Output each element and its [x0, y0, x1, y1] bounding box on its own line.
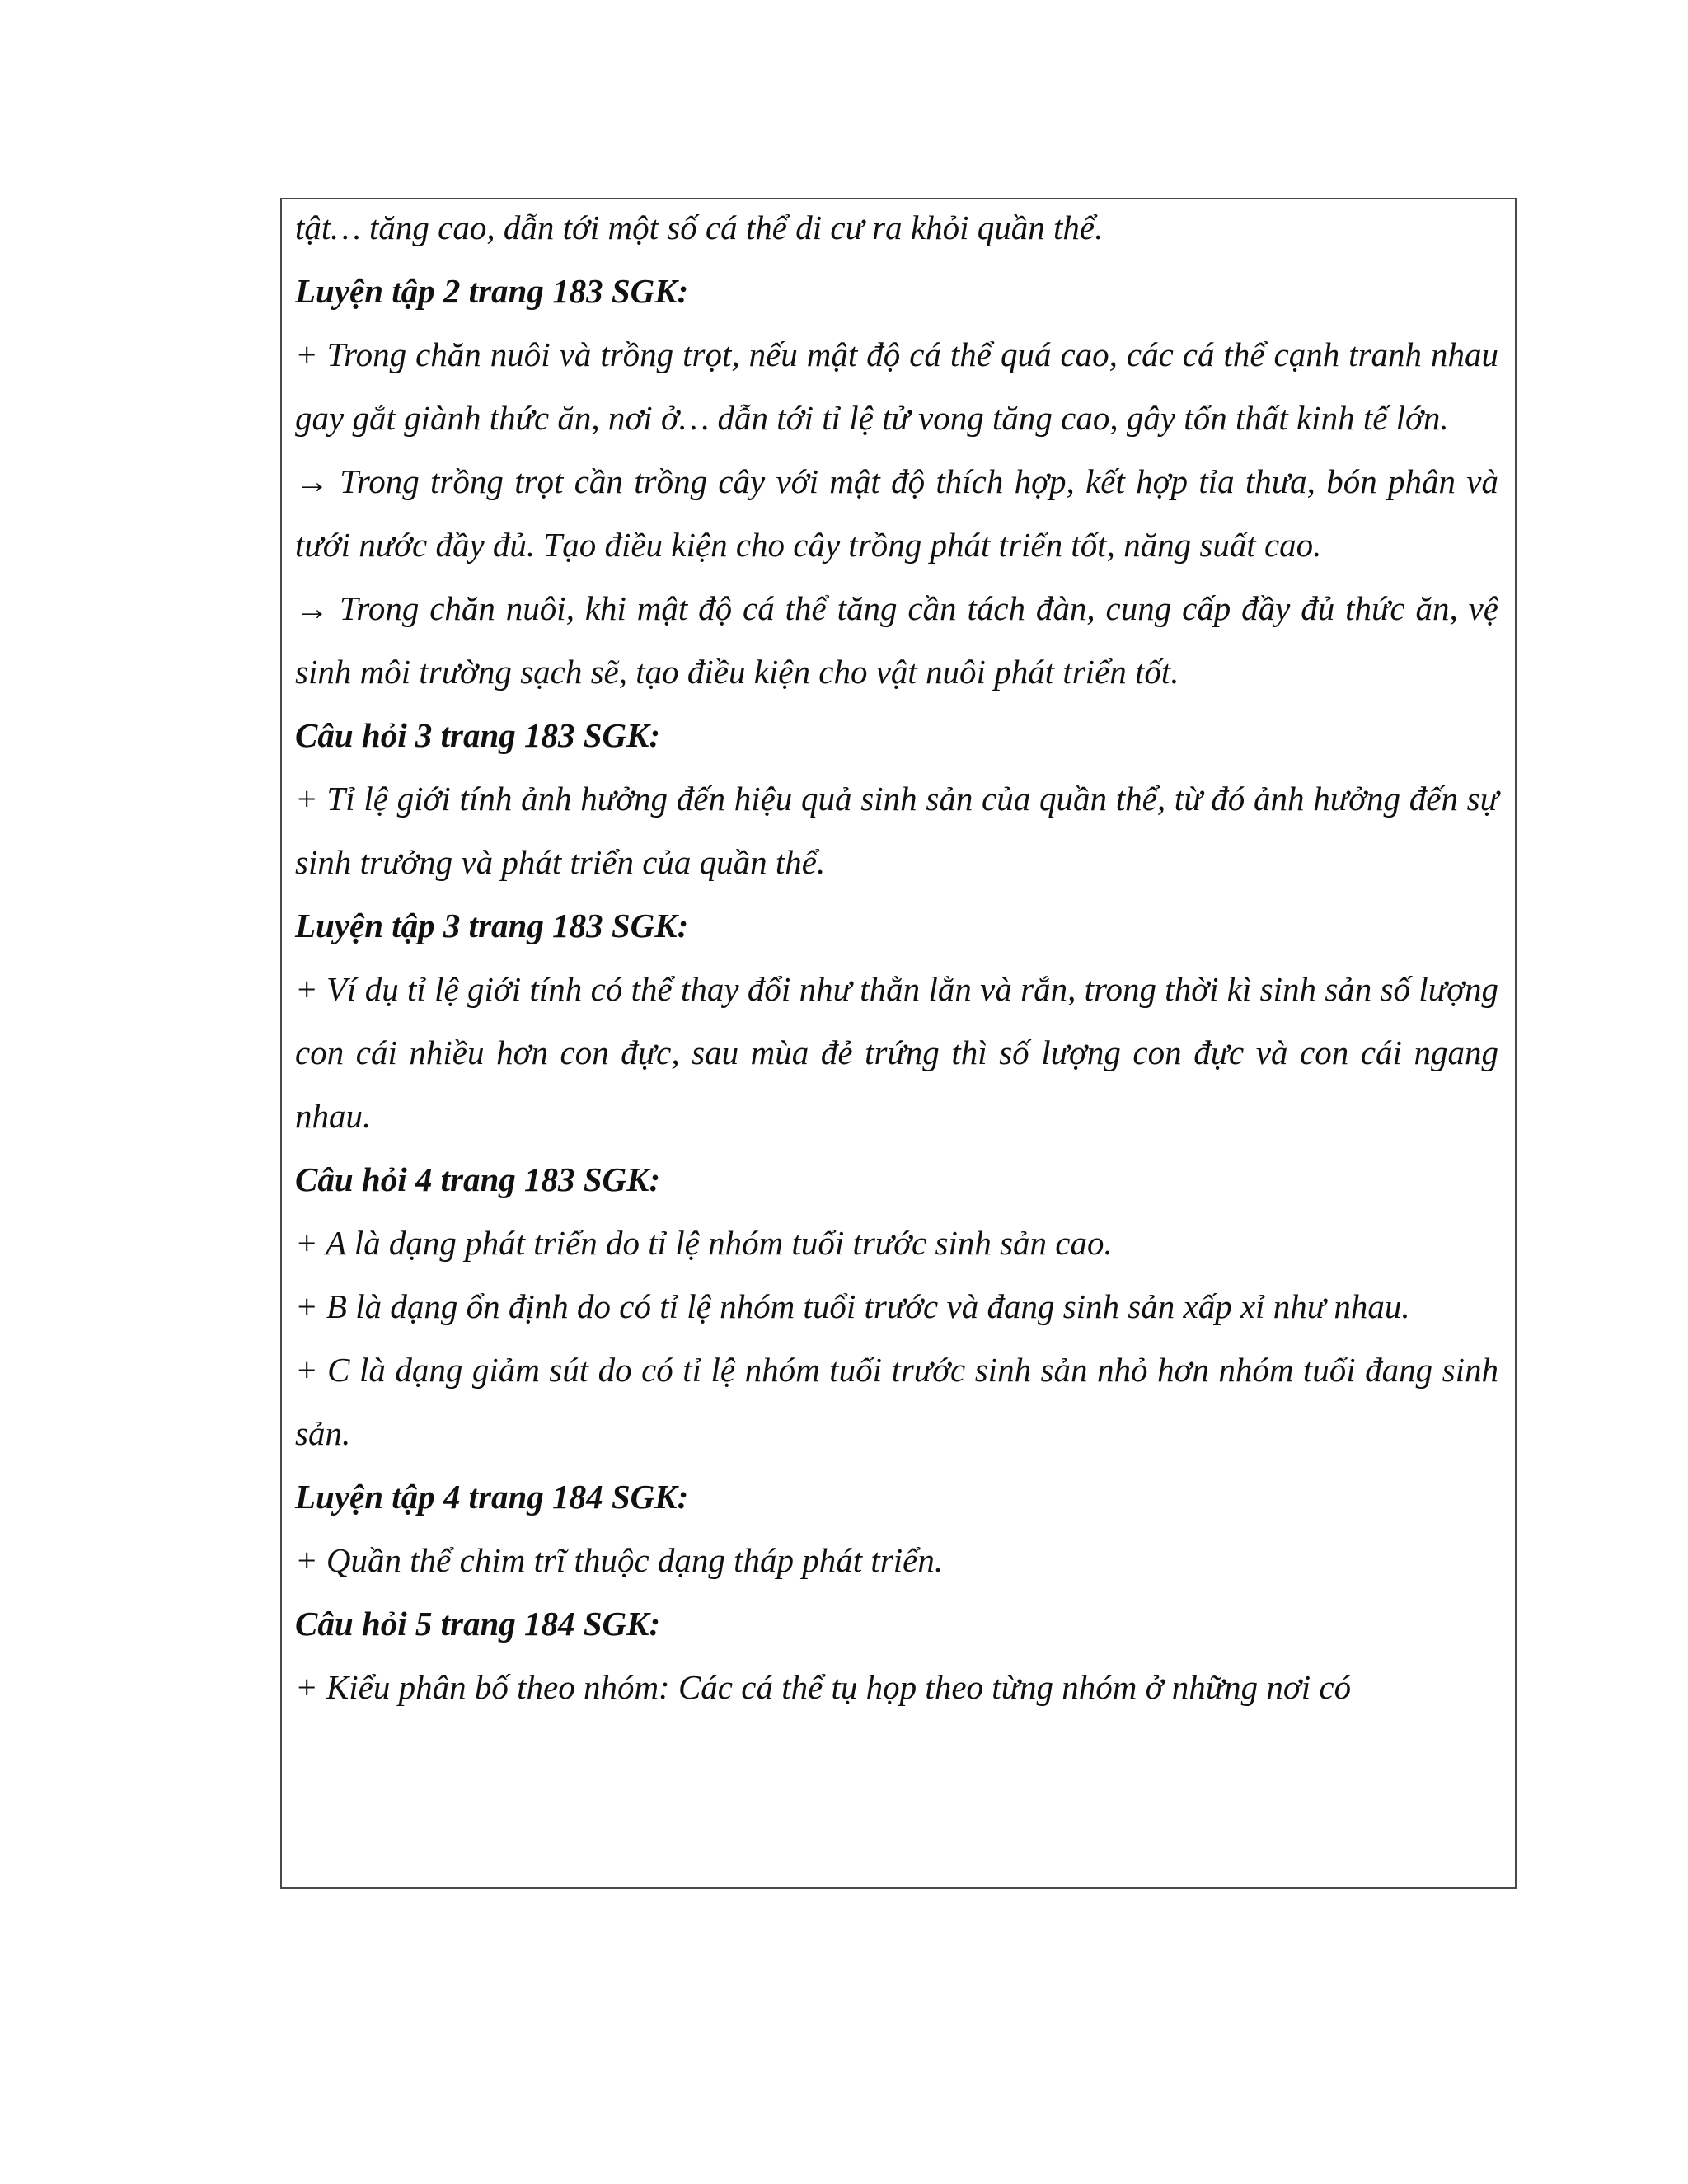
answer-content [295, 198, 1498, 1719]
paragraph-density-effect: + Trong chăn nuôi và trồng trọt, nếu mật độ cá thể quá cao, các cá thể cạnh tranh nhau gay gắt giành thức ăn, nơi ở… dẫn tới tỉ lệ tử vong tăng cao, gây tổn thất kinh tế lớn. [295, 335, 1498, 437]
answer-box [280, 198, 1517, 1889]
paragraph-type-b: + B là dạng ổn định do có tỉ lệ nhóm tuổi trước và đang sinh sản xấp xỉ như nhau. [295, 1287, 1410, 1325]
paragraph-sex-ratio-example: + Ví dụ tỉ lệ giới tính có thể thay đổi như thằn lằn và rắn, trong thời kì sinh sản số lượng con cái nhiều hơn con đực, sau mùa đẻ trứng thì số lượng con đực và con cái ngang nhau. [295, 970, 1498, 1135]
heading-luyen-tap-4: Luyện tập 4 trang 184 SGK: [295, 1478, 689, 1516]
paragraph-intro: tật… tăng cao, dẫn tới một số cá thể di cư ra khỏi quần thể. [295, 209, 1104, 246]
heading-cau-hoi-5: Câu hỏi 5 trang 184 SGK: [295, 1605, 661, 1643]
heading-luyen-tap-2: Luyện tập 2 trang 183 SGK: [295, 272, 689, 310]
paragraph-pheasant: + Quần thể chim trĩ thuộc dạng tháp phát triển. [295, 1541, 944, 1579]
paragraph-type-a: + A là dạng phát triển do tỉ lệ nhóm tuổi trước sinh sản cao. [295, 1224, 1113, 1262]
heading-cau-hoi-3: Câu hỏi 3 trang 183 SGK: [295, 716, 661, 754]
heading-luyen-tap-3: Luyện tập 3 trang 183 SGK: [295, 907, 689, 944]
paragraph-crop-advice: → Trong trồng trọt cần trồng cây với mật độ thích hợp, kết hợp tỉa thưa, bón phân và tưới nước đầy đủ. Tạo điều kiện cho cây trồng phát triển tốt, năng suất cao. [295, 462, 1498, 564]
paragraph-livestock-advice: → Trong chăn nuôi, khi mật độ cá thể tăng cần tách đàn, cung cấp đầy đủ thức ăn, vệ sinh môi trường sạch sẽ, tạo điều kiện cho vật nuôi phát triển tốt. [295, 589, 1498, 691]
paragraph-type-c: + C là dạng giảm sút do có tỉ lệ nhóm tuổi trước sinh sản nhỏ hơn nhóm tuổi đang sinh sản. [295, 1351, 1498, 1452]
heading-cau-hoi-4: Câu hỏi 4 trang 183 SGK: [295, 1160, 661, 1198]
paragraph-sex-ratio: + Tỉ lệ giới tính ảnh hưởng đến hiệu quả sinh sản của quần thể, từ đó ảnh hưởng đến sự sinh trưởng và phát triển của quần thể. [295, 780, 1498, 881]
paragraph-clumped-distribution: + Kiểu phân bố theo nhóm: Các cá thể tụ họp theo từng nhóm ở những nơi có [295, 1668, 1352, 1706]
